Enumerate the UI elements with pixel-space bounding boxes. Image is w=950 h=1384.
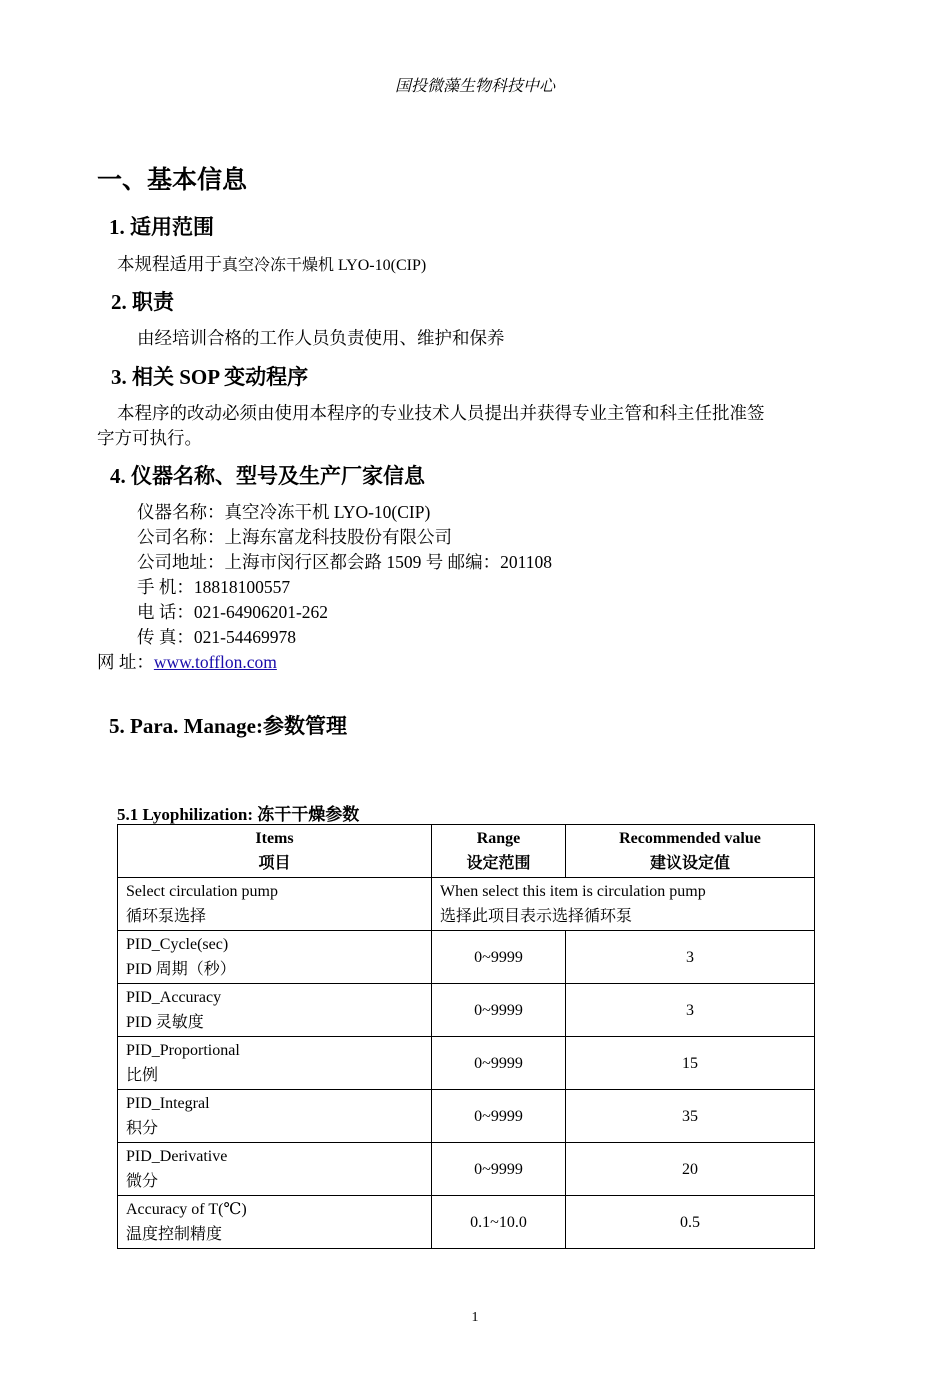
table-row — [118, 878, 815, 931]
duty-text: 由经培训合格的工作人员负责使用、维护和保养 — [137, 328, 505, 348]
item-zh: PID 灵敏度 — [126, 1014, 204, 1031]
header-items-zh: 项目 — [258, 855, 291, 872]
sop-text-line2: 字方可执行。 — [97, 428, 202, 448]
item-en: PID_Accuracy — [126, 989, 222, 1006]
pump-note-en: When select this item is circulation pump — [440, 883, 706, 900]
heading-para-manage: 5. Para. Manage:参数管理 — [109, 714, 347, 738]
value-cell: 0.5 — [566, 1196, 815, 1249]
item-en: Select circulation pump — [126, 883, 278, 900]
pump-note-zh: 选择此项目表示选择循环泵 — [440, 908, 633, 925]
header-range-en: Range — [476, 830, 521, 847]
item-zh: 比例 — [126, 1067, 159, 1084]
header-range — [432, 825, 566, 878]
item-cell — [118, 1143, 432, 1196]
range-cell: 0~9999 — [432, 931, 566, 984]
heading-duty: 2. 职责 — [111, 290, 174, 314]
pump-note-cell — [432, 878, 815, 931]
item-cell — [118, 931, 432, 984]
range-cell: 0.1~10.0 — [432, 1196, 566, 1249]
table-row — [118, 984, 815, 1037]
range-cell: 0~9999 — [432, 1143, 566, 1196]
sop-text-line1: 本程序的改动必须由使用本程序的专业技术人员提出并获得专业主管和科主任批准签 — [117, 403, 765, 423]
header-items-en: Items — [255, 830, 294, 847]
value-cell: 35 — [566, 1090, 815, 1143]
vendor-name: 仪器名称：真空冷冻干机 LYO-10(CIP) — [137, 502, 431, 522]
vendor-mobile: 手 机：18818100557 — [137, 577, 291, 597]
lyophilization-params-table — [117, 824, 815, 1249]
item-cell — [118, 878, 432, 931]
header-recommended — [566, 825, 815, 878]
table-row — [118, 1090, 815, 1143]
item-zh: 积分 — [126, 1120, 159, 1137]
item-cell — [118, 1090, 432, 1143]
table-row — [118, 1143, 815, 1196]
item-en: PID_Integral — [126, 1095, 210, 1112]
heading-vendor: 4. 仪器名称、型号及生产厂家信息 — [110, 464, 425, 488]
value-cell: 3 — [566, 931, 815, 984]
item-cell — [118, 1037, 432, 1090]
scope-text-b: 真空冷冻干燥机 LYO-10(CIP) — [222, 257, 427, 274]
range-cell: 0~9999 — [432, 1090, 566, 1143]
range-cell: 0~9999 — [432, 984, 566, 1037]
heading-scope: 1. 适用范围 — [109, 215, 214, 239]
item-en: Accuracy of T(℃) — [126, 1201, 247, 1218]
value-cell: 20 — [566, 1143, 815, 1196]
section-title-basic-info: 一、基本信息 — [97, 167, 248, 194]
value-cell: 3 — [566, 984, 815, 1037]
header-range-zh: 设定范围 — [466, 855, 531, 872]
item-zh: 温度控制精度 — [126, 1226, 223, 1243]
item-zh: 微分 — [126, 1173, 159, 1190]
item-zh: 循环泵选择 — [126, 908, 207, 925]
header-items — [118, 825, 432, 878]
vendor-web-label: 网 址： — [97, 652, 154, 672]
item-cell — [118, 1196, 432, 1249]
table-row — [118, 1037, 815, 1090]
heading-sop: 3. 相关 SOP 变动程序 — [111, 365, 309, 389]
item-cell — [118, 984, 432, 1037]
table-header-row — [118, 825, 815, 878]
vendor-phone: 电 话：021-64906201-262 — [137, 602, 329, 622]
vendor-address: 公司地址：上海市闵行区都会路 1509 号 邮编：201108 — [137, 552, 552, 572]
item-zh: PID 周期（秒） — [126, 961, 236, 978]
table-row — [118, 931, 815, 984]
vendor-web-link[interactable]: www.tofflon.com — [153, 652, 277, 672]
page-number: 1 — [471, 1310, 479, 1325]
range-cell: 0~9999 — [432, 1037, 566, 1090]
scope-text — [117, 252, 426, 278]
table-row — [118, 1196, 815, 1249]
item-en: PID_Cycle(sec) — [126, 936, 229, 953]
vendor-fax: 传 真：021-54469978 — [137, 627, 296, 647]
vendor-company: 公司名称：上海东富龙科技股份有限公司 — [137, 527, 452, 547]
header-recommended-zh: 建议设定值 — [649, 855, 730, 872]
item-en: PID_Proportional — [126, 1042, 240, 1059]
scope-text-a: 本规程适用于 — [117, 254, 222, 274]
table-caption: 5.1 Lyophilization: 冻干干燥参数 — [117, 805, 360, 824]
vendor-web — [97, 650, 277, 675]
page-header: 国投微藻生物科技中心 — [394, 78, 555, 95]
value-cell: 15 — [566, 1037, 815, 1090]
header-recommended-en: Recommended value — [619, 830, 761, 847]
item-en: PID_Derivative — [126, 1148, 228, 1165]
